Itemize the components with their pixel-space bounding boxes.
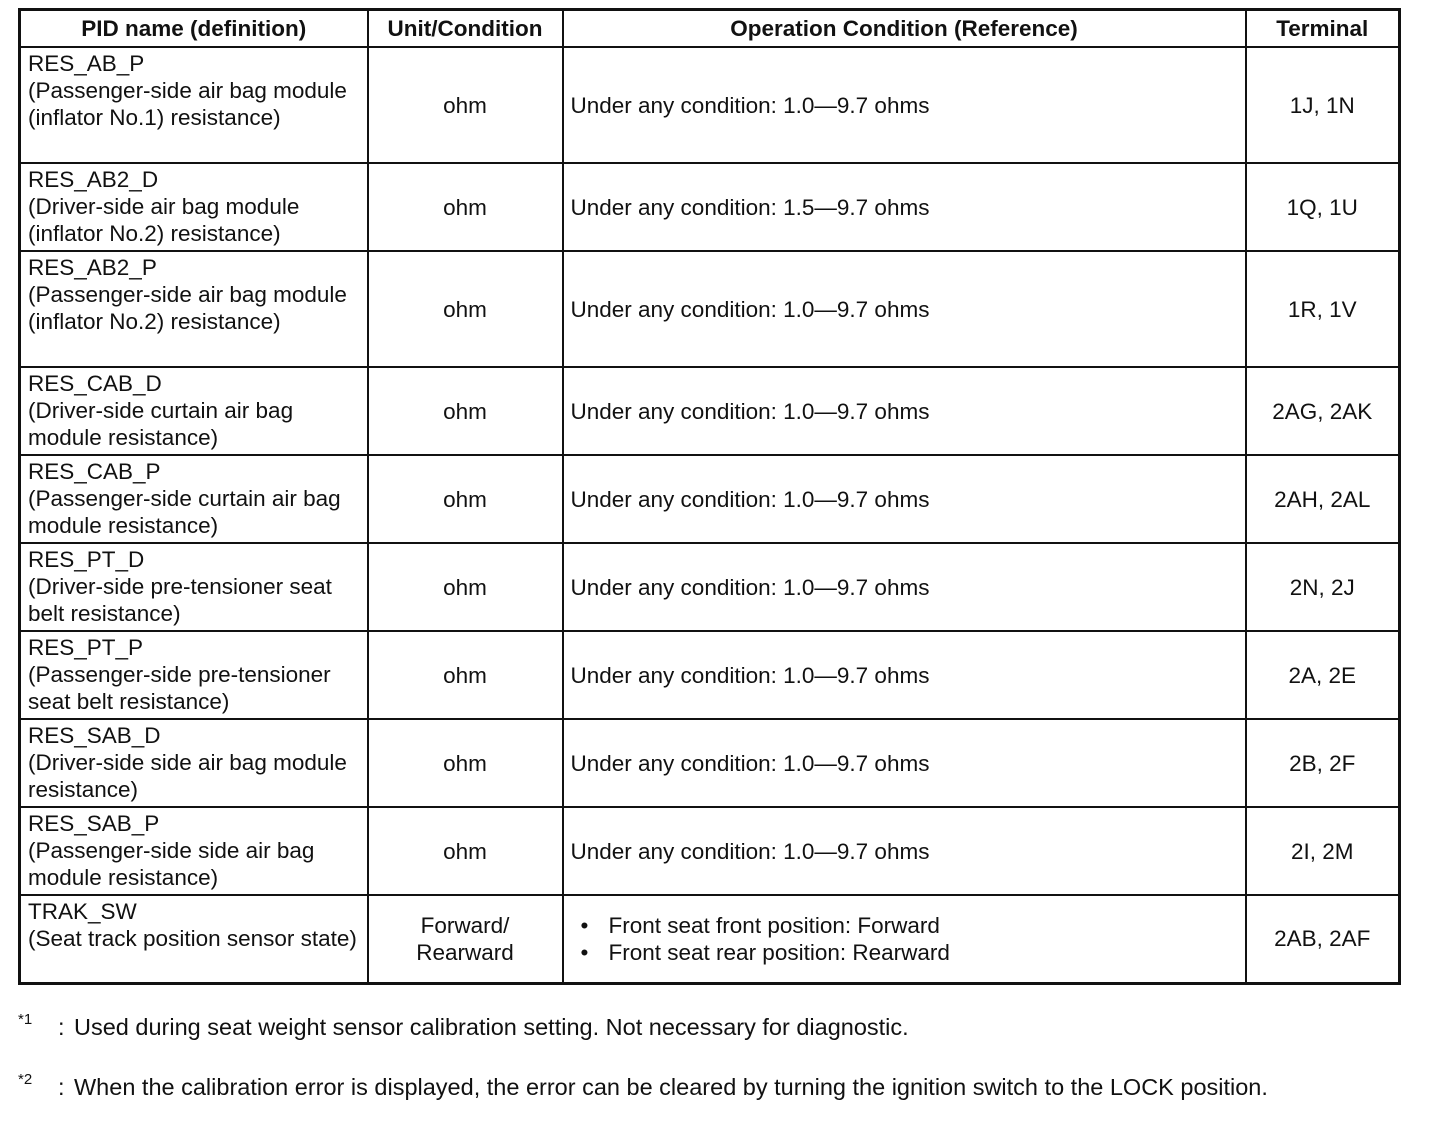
condition-bullet-item: • Front seat rear position: Rearward (581, 939, 1238, 966)
unit-cell: ohm (368, 719, 563, 807)
pid-definition: (Seat track position sensor state) (28, 926, 357, 951)
condition-cell (563, 895, 1246, 983)
pid-table (18, 8, 1401, 985)
table-row (20, 719, 1400, 807)
pid-name: RES_PT_P (28, 635, 144, 660)
condition-cell: Under any condition: 1.5—9.7 ohms (563, 163, 1246, 251)
footnote-mark: *2 (18, 1071, 33, 1088)
condition-cell: Under any condition: 1.0—9.7 ohms (563, 251, 1246, 367)
unit-cell: ohm (368, 163, 563, 251)
pid-definition: (Passenger-side pre-tensioner seat belt resistance) (28, 662, 331, 714)
pid-name: RES_PT_D (28, 547, 145, 572)
table-row (20, 251, 1400, 367)
footnote-text: When the calibration error is displayed, the error can be cleared by turning the ignition switch to the LOCK position. (74, 1074, 1268, 1100)
pid-definition: (Passenger-side curtain air bag module resistance) (28, 486, 341, 538)
pid-definition: (Driver-side pre-tensioner seat belt resistance) (28, 574, 332, 626)
pid-cell (20, 631, 368, 719)
terminal-cell: 2N, 2J (1246, 543, 1400, 631)
table-row (20, 367, 1400, 455)
pid-name: RES_AB2_P (28, 255, 157, 280)
terminal-cell: 1Q, 1U (1246, 163, 1400, 251)
table-row (20, 543, 1400, 631)
condition-cell: Under any condition: 1.0—9.7 ohms (563, 47, 1246, 163)
table-row (20, 807, 1400, 895)
condition-cell: Under any condition: 1.0—9.7 ohms (563, 543, 1246, 631)
condition-bullet-item: • Front seat front position: Forward (581, 912, 1238, 939)
table-header-row (20, 10, 1400, 48)
pid-name: RES_AB_P (28, 51, 145, 76)
pid-cell (20, 251, 368, 367)
unit-cell: ohm (368, 367, 563, 455)
header-unit-condition: Unit/Condition (368, 10, 563, 48)
terminal-cell: 2I, 2M (1246, 807, 1400, 895)
pid-definition: (Passenger-side air bag module (inflator No.1) resistance) (28, 78, 347, 130)
pid-cell (20, 47, 368, 163)
condition-cell: Under any condition: 1.0—9.7 ohms (563, 719, 1246, 807)
terminal-cell: 2AB, 2AF (1246, 895, 1400, 983)
pid-cell (20, 807, 368, 895)
pid-name: RES_AB2_D (28, 167, 159, 192)
unit-cell: ohm (368, 251, 563, 367)
table-row (20, 47, 1400, 163)
condition-bullet-list (571, 912, 1238, 966)
unit-cell: Forward/ Rearward (368, 895, 563, 983)
pid-definition: (Driver-side curtain air bag module resistance) (28, 398, 294, 450)
pid-cell (20, 455, 368, 543)
terminal-cell: 1R, 1V (1246, 251, 1400, 367)
table-row (20, 455, 1400, 543)
pid-name: RES_CAB_D (28, 371, 162, 396)
unit-cell: ohm (368, 807, 563, 895)
unit-cell: ohm (368, 455, 563, 543)
unit-cell: ohm (368, 47, 563, 163)
footnote-text: Used during seat weight sensor calibration setting. Not necessary for diagnostic. (74, 1014, 909, 1040)
pid-definition: (Passenger-side air bag module (inflator No.2) resistance) (28, 282, 347, 334)
footnote-colon: : (58, 1014, 65, 1040)
terminal-cell: 2A, 2E (1246, 631, 1400, 719)
pid-name: TRAK_SW (28, 899, 137, 924)
header-operation-condition: Operation Condition (Reference) (563, 10, 1246, 48)
terminal-cell: 2AH, 2AL (1246, 455, 1400, 543)
pid-definition: (Driver-side side air bag module resistance) (28, 750, 347, 802)
pid-definition: (Passenger-side side air bag module resistance) (28, 838, 315, 890)
terminal-cell: 2B, 2F (1246, 719, 1400, 807)
pid-name: RES_CAB_P (28, 459, 161, 484)
header-pid-name: PID name (definition) (20, 10, 368, 48)
terminal-cell: 1J, 1N (1246, 47, 1400, 163)
condition-cell: Under any condition: 1.0—9.7 ohms (563, 367, 1246, 455)
pid-cell (20, 163, 368, 251)
pid-cell (20, 367, 368, 455)
condition-cell: Under any condition: 1.0—9.7 ohms (563, 631, 1246, 719)
unit-cell: ohm (368, 543, 563, 631)
pid-definition: (Driver-side air bag module (inflator No.2) resistance) (28, 194, 300, 246)
table-row (20, 163, 1400, 251)
condition-cell: Under any condition: 1.0—9.7 ohms (563, 455, 1246, 543)
pid-cell (20, 719, 368, 807)
header-terminal: Terminal (1246, 10, 1400, 48)
unit-cell: ohm (368, 631, 563, 719)
pid-cell (20, 895, 368, 983)
pid-name: RES_SAB_D (28, 723, 161, 748)
table-row (20, 895, 1400, 983)
table-row (20, 631, 1400, 719)
terminal-cell: 2AG, 2AK (1246, 367, 1400, 455)
footnote-mark: *1 (18, 1011, 33, 1028)
footnote-colon: : (58, 1074, 65, 1100)
condition-cell: Under any condition: 1.0—9.7 ohms (563, 807, 1246, 895)
pid-cell (20, 543, 368, 631)
pid-name: RES_SAB_P (28, 811, 160, 836)
